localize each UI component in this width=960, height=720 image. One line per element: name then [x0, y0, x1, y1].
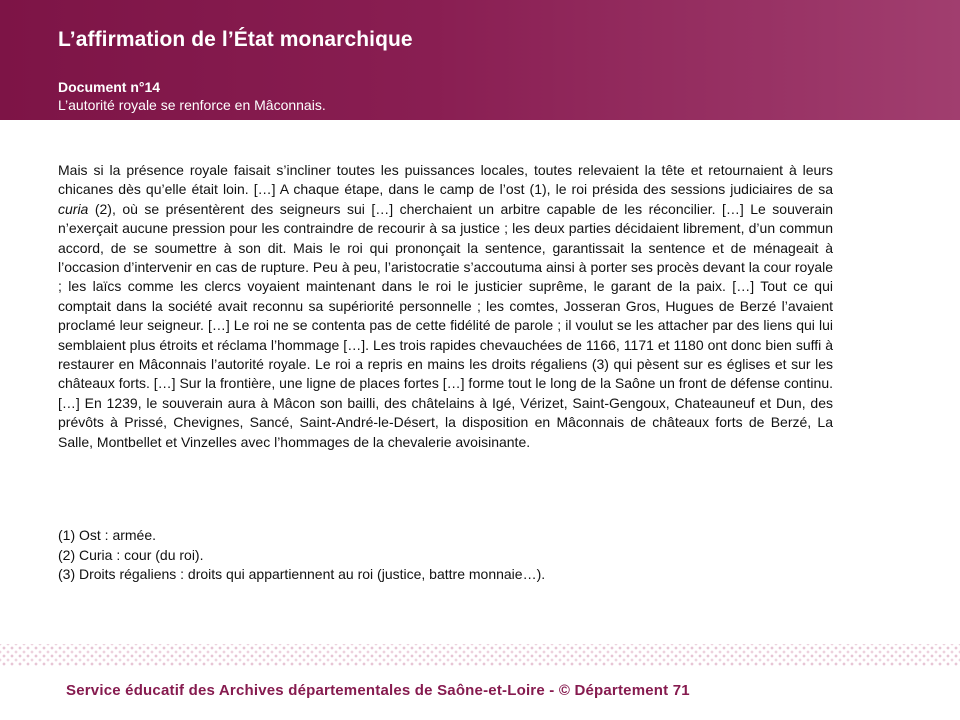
footnote-2: (2) Curia : cour (du roi). — [58, 546, 204, 563]
body-text-italic-curia: curia — [58, 200, 89, 217]
body-text-part-2: (2), où se présentèrent des seigneurs sui […] cherchaient un arbitre capable de les réconcilier. […] Le souverain n’exerçait aucune pression pour les contraindre de recourir à sa justice ; les deux parties décidaient librement, d’un commun accord, de se soumettre à son dit. Mais le roi qui prononçait la sentence, garantissait la sentence et de ménageait à l’occasion d’intervenir en cas de rupture. Peu à peu, l’aristocratie s’accoutuma ainsi à porter ses procès devant la cour royale ; les laïcs comme les clercs voyaient maintenant dans le roi le justicier suprême, le garant de la paix. […] Tout ce qui comptait dans la société avait reconnu sa supériorité personnelle ; les comtes, Josseran Gros, Hugues de Berzé l’avaient proclamé leur seigneur. […] Le roi ne se contenta pas de cette fidélité de parole ; il voulut se les attacher par des liens qui lui semblaient plus étroits et réclama l’hommage […]. Les trois rapides chevauchées de 1166, 1171 et 1180 ont donc bien suffi à restaurer en Mâconnais l’autorité royale. Le roi a repris en mains les droits régaliens (3) qui pèsent sur es églises et sur les châteaux forts. […] Sur la frontière, une ligne de places fortes […] forme tout le long de la Saône un front de défense continu. […] En 1239, le souverain aura à Mâcon son bailli, des châtelains à Igé, Vérizet, Saint-Gengoux, Chateauneuf et Dun, des prévôts à Prissé, Chevignes, Sancé, Saint-André-le-Désert, la disposition en Mâconnais de châteaux forts de Berzé, La Salle, Montbellet et Vinzelles avec l’hommages de la chevalerie avoisinante. — [58, 200, 833, 450]
footnote-3: (3) Droits régaliens : droits qui appartiennent au roi (justice, battre monnaie…). — [58, 566, 546, 582]
page-title: L’affirmation de l’État monarchique — [58, 28, 413, 51]
footnote-1: (1) Ost : armée. — [58, 527, 157, 543]
document-number: Document n°14 — [58, 79, 161, 95]
header-banner — [0, 0, 960, 120]
footer-credit: Service éducatif des Archives départementales de Saône-et-Loire - © Département 71 — [66, 682, 690, 699]
document-subtitle: L’autorité royale se renforce en Mâconnais. — [58, 97, 326, 113]
body-text-part-1: Mais si la présence royale faisait s’incliner toutes les puissances locales, toutes relevaient la tête et retournaient à leurs chicanes dès qu’elle était loin. […] A chaque étape, dans le camp de l’ost (1), le roi présida des sessions judiciaires de sa — [58, 162, 833, 198]
footnotes — [58, 526, 833, 585]
document-body-text — [58, 161, 833, 452]
decorative-pattern-band — [0, 644, 960, 666]
